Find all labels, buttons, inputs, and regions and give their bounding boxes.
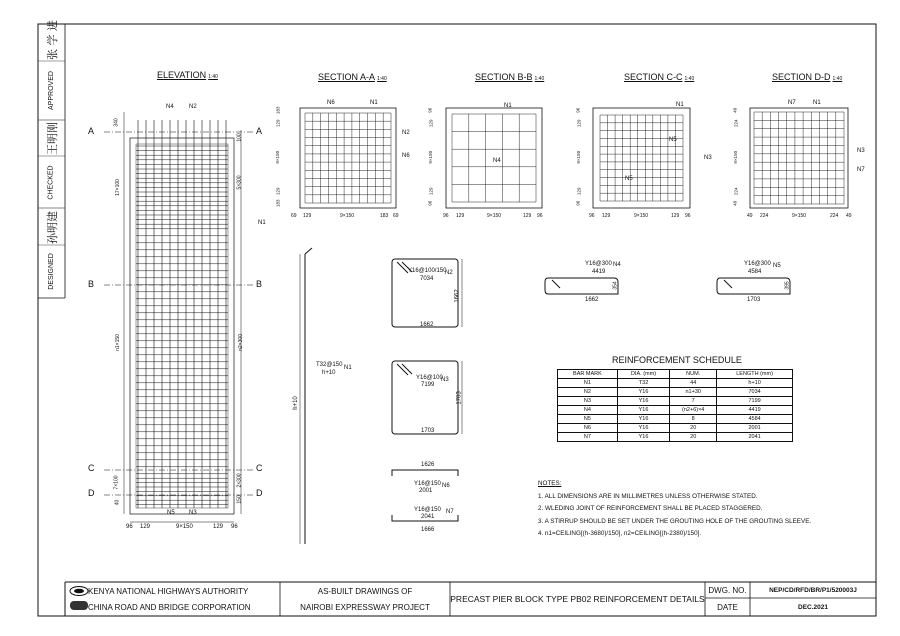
cc-label-n5: N5 (625, 176, 633, 182)
elev-dim-left-2: n1×150 (114, 334, 121, 351)
table-cell: 2041 (717, 433, 793, 442)
aa-label-n2: N2 (402, 130, 410, 136)
aa-dim-bottom-0: 69 (291, 213, 297, 219)
elev-dim-right-2: n2×300 (237, 334, 244, 351)
cut-d-right: D (256, 488, 263, 498)
table-cell: N3 (558, 397, 618, 406)
elev-label-n5: N5 (167, 510, 175, 516)
table-cell: 44 (670, 379, 717, 388)
cc-dim-left-3: 129 (576, 187, 582, 196)
section-dd-title: SECTION D-D 1:40 (772, 72, 843, 82)
date-value: DEC.2021 (798, 603, 828, 611)
cut-d-left: D (88, 488, 95, 498)
aa-label-n6: N6 (327, 100, 335, 106)
reinforcement-schedule-table (557, 369, 793, 442)
note-item: 4. n1=CEILING[(h-3680)/150], n2=CEILING[(h-2380)/150]. (538, 530, 702, 537)
n4-len: 4419 (592, 269, 606, 275)
dd-label-n3: N3 (857, 148, 865, 154)
table-cell: 8 (670, 415, 717, 424)
aa-dim-bottom-4: 69 (393, 213, 399, 219)
aa-dim-bottom-3: 183 (380, 213, 389, 219)
cc-dim-left-0: 96 (575, 107, 581, 113)
schedule-header-dia: DIA. (mm) (617, 370, 669, 379)
notes-block (538, 478, 811, 541)
n7-mark: N7 (446, 509, 454, 515)
table-cell: Y16 (617, 406, 669, 415)
n3-spec: Y16@100 (416, 375, 443, 381)
n7-spec: Y16@150 (414, 507, 441, 513)
table-cell: N1 (558, 379, 618, 388)
table-cell: 4584 (717, 415, 793, 424)
approved-signature: 张 学 进 (46, 20, 59, 60)
aa-dim-left-4: 183 (275, 199, 281, 208)
elev-label-n4: N4 (166, 104, 174, 110)
elev-label-n1: N1 (258, 220, 266, 226)
cc-dim-bottom-2: 9×150 (634, 213, 649, 219)
bb-dim-left-3: 129 (428, 187, 434, 196)
table-cell: Y16 (617, 424, 669, 433)
n2-spec: Y16@100/150 (408, 268, 447, 274)
dd-dim-bottom-2: 9×150 (792, 213, 807, 219)
bb-dim-left-2: 9×150 (428, 150, 434, 164)
n1-mark: N1 (344, 365, 352, 371)
dd-label-n7b: N7 (857, 167, 865, 173)
table-cell: T32 (617, 379, 669, 388)
table-cell: Y16 (617, 388, 669, 397)
n5-w: 1703 (747, 297, 761, 303)
elev-label-n3: N3 (189, 510, 197, 516)
bb-dim-bottom-1: 129 (456, 213, 465, 219)
table-cell: h+10 (717, 379, 793, 388)
table-row (558, 379, 793, 388)
n5-mark: N5 (773, 263, 781, 269)
schedule-header-row (558, 370, 793, 379)
elev-dim-bottom-0: 96 (126, 524, 133, 530)
dd-dim-bottom-3: 224 (830, 213, 839, 219)
elev-dim-bottom-3: 129 (213, 524, 224, 530)
bb-dim-left-1: 129 (428, 119, 434, 128)
n4-w: 1662 (585, 297, 599, 303)
n5-h: 395 (784, 281, 791, 290)
table-cell: 4419 (717, 406, 793, 415)
notes-title: NOTES: (538, 480, 562, 487)
bb-label-n4: N4 (493, 158, 501, 164)
cc-dim-left-2: 9×150 (576, 150, 582, 164)
cc-dim-bottom-4: 96 (685, 213, 691, 219)
project-line-1: AS-BUILT DRAWINGS OF (317, 586, 413, 596)
note-item: 2. WLEDING JOINT OF REINFORCEMENT SHALL BE PLACED STAGGERED. (538, 505, 763, 512)
elev-dim-bottom-4: 96 (231, 524, 238, 530)
table-cell: N4 (558, 406, 618, 415)
aa-label-n6b: N6 (402, 153, 410, 159)
cut-b-right: B (256, 279, 263, 289)
table-cell: 20 (670, 433, 717, 442)
cc-dim-left-1: 129 (576, 119, 582, 128)
n4-spec: Y16@300 (585, 261, 612, 267)
cc-dim-bottom-0: 96 (589, 213, 595, 219)
dd-dim-bottom-1: 224 (760, 213, 769, 219)
schedule-title: REINFORCEMENT SCHEDULE (612, 355, 742, 365)
elevation-title: ELEVATION 1:40 (157, 70, 218, 80)
n3-len: 7199 (421, 382, 435, 388)
n4-h: 354 (612, 281, 619, 290)
cc-label-n1: N1 (676, 102, 684, 108)
n3-mark: N3 (441, 377, 449, 383)
elev-dim-right-1: 5×300 (236, 175, 243, 190)
cc-label-n3: N3 (704, 155, 712, 161)
table-cell: N2 (558, 388, 618, 397)
n1-spec: T32@150 (316, 362, 343, 368)
cut-a-right: A (256, 126, 263, 136)
table-cell: N7 (558, 433, 618, 442)
n4-mark: N4 (613, 262, 621, 268)
elev-dim-left-1: 17×100 (114, 179, 121, 196)
n2-w: 1662 (420, 322, 434, 328)
table-row (558, 388, 793, 397)
n1-len: h+10 (322, 370, 336, 376)
section-aa-title: SECTION A-A 1:40 (318, 72, 387, 82)
dd-dim-left-3: 224 (733, 187, 739, 196)
table-cell: 7 (670, 397, 717, 406)
n2-h: 1662 (454, 289, 461, 303)
dd-dim-left-1: 224 (733, 119, 739, 128)
dwg-no-value: NEP/CD/RFD/BR/P1/520003J (769, 586, 857, 594)
table-row (558, 397, 793, 406)
cc-dim-left-4: 96 (575, 200, 581, 206)
dd-label-n1: N1 (813, 100, 821, 106)
elev-dim-left-3: 7×100 (113, 475, 120, 490)
elev-dim-right-3: 2×300 (236, 473, 243, 488)
elev-label-n2: N2 (189, 104, 197, 110)
n5-len: 4584 (748, 269, 762, 275)
elev-dim-left-0: 340 (113, 118, 120, 127)
table-cell: Y16 (617, 397, 669, 406)
org-knha: KENYA NATIONAL HIGHWAYS AUTHORITY (88, 586, 249, 596)
n3-w: 1703 (421, 428, 435, 434)
aa-dim-bottom-1: 129 (303, 213, 312, 219)
elev-dim-right-4: 150 (236, 495, 243, 504)
note-item: 1. ALL DIMENSIONS ARE IN MILLIMETRES UNLESS OTHERWISE STATED. (538, 492, 758, 500)
dd-dim-left-4: 49 (732, 200, 738, 206)
bb-dim-left-4: 96 (427, 200, 433, 206)
org-crbc: CHINA ROAD AND BRIDGE CORPORATION (88, 602, 251, 612)
section-bb-title: SECTION B-B 1:40 (475, 72, 545, 82)
cc-dim-bottom-3: 129 (671, 213, 680, 219)
cut-c-left: C (88, 463, 95, 473)
bb-dim-bottom-0: 96 (443, 213, 449, 219)
table-cell: 7034 (717, 388, 793, 397)
aa-dim-left-0: 183 (275, 106, 281, 115)
table-cell: Y16 (617, 433, 669, 442)
dd-dim-left-0: 49 (732, 107, 738, 113)
designed-signature: 孙明建 (46, 211, 59, 244)
table-cell: (n2+6)×4 (670, 406, 717, 415)
n3-h: 1703 (456, 391, 463, 405)
cc-dim-bottom-1: 129 (602, 213, 611, 219)
cut-b-left: B (88, 279, 95, 289)
bb-dim-bottom-4: 96 (537, 213, 543, 219)
schedule-header-length: LENGTH (mm) (717, 370, 793, 379)
table-row (558, 433, 793, 442)
n6-w: 1626 (421, 462, 435, 468)
bb-dim-left-0: 96 (427, 107, 433, 113)
elev-dim-right-0: 100 (236, 133, 243, 142)
project-line-2: NAIROBI EXPRESSWAY PROJECT (300, 602, 430, 612)
dd-dim-bottom-4: 49 (846, 213, 852, 219)
date-label: DATE (717, 602, 738, 612)
cut-c-right: C (256, 463, 263, 473)
n2-mark: N2 (445, 270, 453, 276)
n5-spec: Y16@300 (744, 261, 771, 267)
aa-dim-left-2: 9×150 (275, 150, 281, 164)
table-cell: N5 (558, 415, 618, 424)
dd-label-n7: N7 (788, 100, 796, 106)
schedule-header-num: NUM. (670, 370, 717, 379)
aa-dim-bottom-2: 9×150 (340, 213, 355, 219)
table-cell: 7199 (717, 397, 793, 406)
n6-spec: Y16@150 (414, 481, 441, 487)
checked-signature: 王明刚 (46, 122, 59, 155)
table-cell: 2001 (717, 424, 793, 433)
table-cell: 20 (670, 424, 717, 433)
n7-len: 2041 (421, 514, 435, 520)
table-row (558, 415, 793, 424)
aa-label-n1: N1 (370, 100, 378, 106)
n1-side: h+10 (292, 396, 299, 410)
table-row (558, 424, 793, 433)
bb-dim-bottom-3: 129 (523, 213, 532, 219)
n2-len: 7034 (420, 276, 434, 282)
table-cell: N6 (558, 424, 618, 433)
dwg-no-label: DWG. NO. (708, 585, 747, 595)
table-cell: n1+30 (670, 388, 717, 397)
table-cell: Y16 (617, 415, 669, 424)
section-cc-title: SECTION C-C 1:40 (624, 72, 695, 82)
checked-label: CHECKED (48, 164, 56, 200)
cc-label-n5b: N5 (669, 137, 677, 143)
designed-label: DESIGNED (48, 253, 55, 290)
bb-label-n1: N1 (504, 103, 512, 109)
org-logos (69, 585, 89, 613)
elev-dim-bottom-2: 9×150 (176, 524, 193, 530)
dd-dim-left-2: 9×150 (733, 150, 739, 164)
elev-dim-bottom-1: 129 (140, 524, 151, 530)
cut-a-left: A (88, 126, 95, 136)
table-row (558, 406, 793, 415)
note-item: 3. A STIRRUP SHOULD BE SET UNDER THE GROUTING HOLE OF THE GROUTING SLEEVE. (538, 517, 812, 525)
elev-dim-left-4: 40 (114, 499, 121, 506)
dd-dim-bottom-0: 49 (747, 213, 753, 219)
aa-dim-left-1: 129 (275, 119, 281, 128)
n6-mark: N6 (442, 483, 450, 489)
n7-w: 1666 (421, 527, 435, 533)
schedule-header-bar-mark: BAR MARK (558, 370, 618, 379)
drawing-title: PRECAST PIER BLOCK TYPE PB02 REINFORCEMENT DETAILS (450, 594, 705, 604)
aa-dim-left-3: 129 (275, 187, 281, 196)
bb-dim-bottom-2: 9×150 (487, 213, 502, 219)
n6-len: 2001 (419, 488, 433, 494)
approved-label: APPROVED (48, 71, 55, 110)
